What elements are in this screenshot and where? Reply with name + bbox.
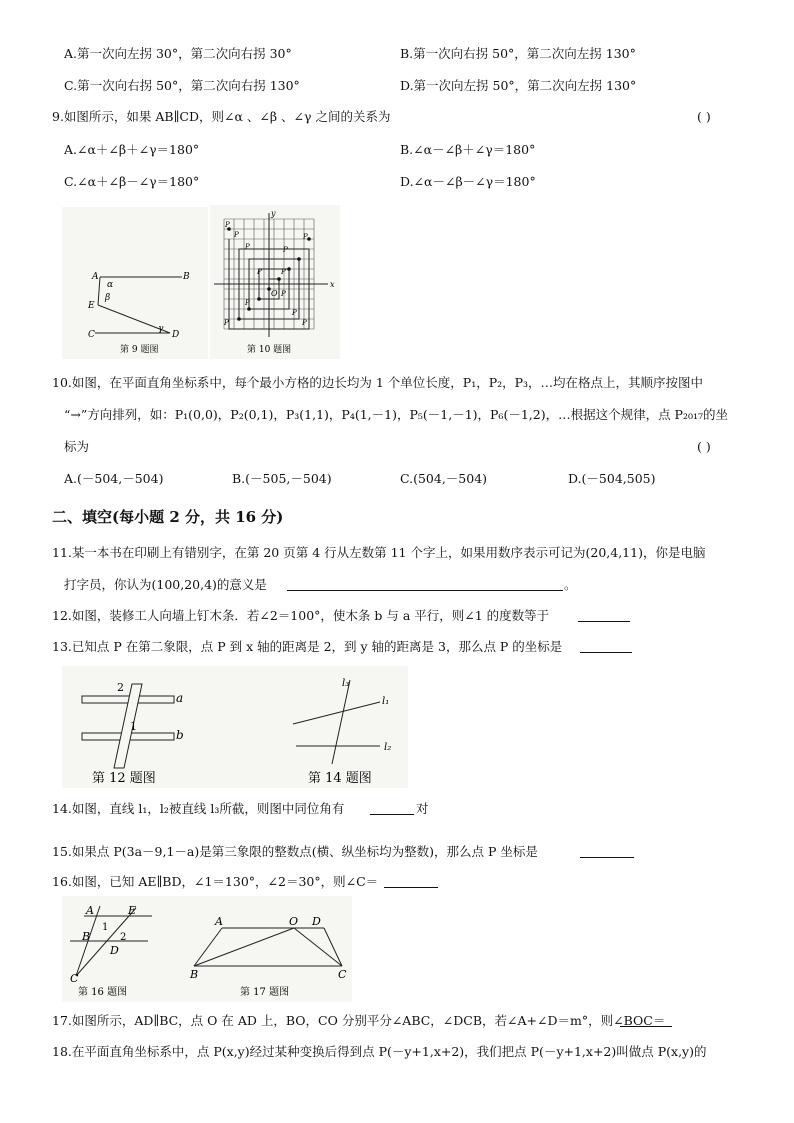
- q14-end: 对: [416, 801, 429, 816]
- fig16-label-d: D: [110, 944, 119, 957]
- q8-option-b: B.第一次向右拐 50°，第二次向左拐 130°: [400, 46, 636, 61]
- fig12-label-1: 1: [130, 720, 137, 733]
- fig17-label-c: C: [338, 968, 347, 981]
- q11-line1: 11.某一本书在印刷上有错别字，在第 20 页第 4 行从左数第 11 个字上，如果用数序表示可记为(20,4,11)，你是电脑: [52, 545, 706, 560]
- fig10-grid: [210, 205, 340, 359]
- fig16-label-1: 1: [102, 922, 109, 933]
- fig10-point-label: P: [292, 309, 297, 317]
- q8-option-a: A.第一次向左拐 30°，第二次向右拐 30°: [64, 46, 292, 61]
- q8-option-c: C.第一次向右拐 50°，第二次向右拐 130°: [64, 78, 300, 93]
- q16-answer-blank[interactable]: [384, 887, 438, 888]
- q10-option-a: A.(－504,－504): [64, 471, 164, 486]
- q10-line3: 标为: [64, 439, 90, 454]
- q11-end: 。: [564, 577, 577, 592]
- fig17-label-d: D: [312, 915, 321, 928]
- fig10-label-x: x: [330, 280, 335, 289]
- q9-option-d: D.∠α－∠β－∠γ＝180°: [400, 174, 536, 189]
- fig9-caption: 第 9 题图: [120, 345, 159, 355]
- fig16-drawing: [70, 904, 152, 998]
- fig9-label-e: E: [88, 301, 95, 311]
- fig17-label-b: B: [190, 968, 199, 981]
- fig10-point-label: P: [245, 299, 250, 307]
- figure-12-14: [62, 666, 408, 788]
- q14-answer-blank[interactable]: [370, 814, 414, 815]
- q9-stem: 9.如图所示，如果 AB∥CD，则∠α 、∠β 、∠γ 之间的关系为: [52, 109, 391, 124]
- fig10-point-label: P: [281, 290, 286, 298]
- q10-answer-paren: ( ): [697, 439, 711, 454]
- fig10-point-label: P: [302, 319, 307, 327]
- q12-answer-blank[interactable]: [578, 621, 630, 622]
- fig16-caption: 第 16 题图: [78, 987, 128, 998]
- fig14-drawing: [293, 678, 391, 786]
- fig16-label-b: B: [82, 930, 91, 943]
- fig9-label-b: B: [183, 272, 190, 282]
- fig17-label-a: A: [215, 915, 223, 928]
- figure-16-17: [62, 896, 352, 1002]
- q17-answer-blank[interactable]: [620, 1026, 672, 1027]
- fig9-label-gamma: γ: [158, 324, 164, 334]
- fig10-label-origin: O: [271, 289, 278, 298]
- fig12-label-2: 2: [117, 681, 124, 694]
- q9-answer-paren: ( ): [697, 109, 711, 124]
- figure-10: [210, 205, 340, 359]
- fig9-label-c: C: [88, 330, 95, 340]
- fig14-caption: 第 14 题图: [308, 771, 372, 786]
- fig12-label-a: a: [176, 691, 184, 705]
- fig17-drawing: [189, 915, 347, 998]
- fig16-label-a: A: [86, 904, 94, 917]
- q10-line1: 10.如图，在平面直角坐标系中，每个最小方格的边长均为 1 个单位长度，P₁，P₂，P₃，…均在格点上，其顺序按图中: [52, 375, 704, 390]
- q10-option-c: C.(504,－504): [400, 471, 488, 486]
- q17-text: 17.如图所示，AD∥BC，点 O 在 AD 上，BO，CO 分别平分∠ABC，∠DCB，若∠A+∠D＝m°，则∠BOC＝: [52, 1013, 666, 1028]
- fig10-point-label: P: [281, 268, 286, 276]
- fig14-label-l3: l₃: [342, 678, 350, 689]
- q15-text: 15.如果点 P(3a－9,1－a)是第三象限的整数点(横、纵坐标均为整数)，那么点 P 坐标是: [52, 844, 538, 859]
- q9-option-c: C.∠α＋∠β－∠γ＝180°: [64, 174, 200, 189]
- fig14-label-l2: l₂: [384, 742, 392, 753]
- section-title: 二、填空(每小题 2 分，共 16 分): [52, 508, 284, 526]
- fig10-point-label: P: [245, 243, 250, 251]
- fig12-drawing: [82, 681, 184, 786]
- q11-answer-blank[interactable]: [287, 590, 563, 591]
- fig10-point-label: P: [225, 221, 230, 229]
- fig9-label-beta: β: [105, 293, 111, 303]
- q13-text: 13.已知点 P 在第二象限，点 P 到 x 轴的距离是 2，到 y 轴的距离是 3，那么点 P 的坐标是: [52, 639, 563, 654]
- fig10-point-label: P: [224, 319, 229, 327]
- q15-answer-blank[interactable]: [580, 857, 634, 858]
- q13-answer-blank[interactable]: [580, 652, 632, 653]
- q14-text: 14.如图，直线 l₁，l₂被直线 l₃所截，则图中同位角有: [52, 801, 345, 816]
- fig17-caption: 第 17 题图: [240, 987, 290, 998]
- q16-text: 16.如图，已知 AE∥BD，∠1＝130°，∠2＝30°，则∠C＝: [52, 874, 379, 889]
- q9-option-b: B.∠α－∠β＋∠γ＝180°: [400, 142, 536, 157]
- figure-9: [62, 207, 208, 359]
- fig10-point-label: P: [234, 231, 239, 239]
- q10-option-b: B.(－505,－504): [232, 471, 332, 486]
- q9-option-a: A.∠α＋∠β＋∠γ＝180°: [64, 142, 200, 157]
- q8-option-d: D.第一次向左拐 50°，第二次向左拐 130°: [400, 78, 637, 93]
- fig17-label-o: O: [289, 915, 299, 928]
- fig10-point-label: P: [257, 268, 262, 276]
- fig10-label-y: y: [271, 209, 276, 218]
- q11-line2: 打字员，你认为(100,20,4)的意义是: [64, 577, 267, 592]
- fig16-label-c: C: [70, 972, 79, 985]
- fig14-label-l1: l₁: [382, 696, 390, 707]
- fig12-caption: 第 12 题图: [92, 771, 156, 786]
- fig10-point-label: P: [303, 233, 308, 241]
- fig16-label-2: 2: [120, 932, 127, 943]
- q10-line2: “→”方向排列，如：P₁(0,0)，P₂(0,1)，P₃(1,1)，P₄(1,－1)，P₅(－1,－1)，P₆(－1,2)，…根据这个规律，点 P₂₀₁₇的坐: [64, 407, 729, 422]
- fig10-point-label: P: [283, 246, 288, 254]
- q10-option-d: D.(－504,505): [568, 471, 656, 486]
- q12-text: 12.如图，装修工人向墙上钉木条．若∠2＝100°，使木条 b 与 a 平行，则∠1 的度数等于: [52, 608, 550, 623]
- fig9-label-alpha: α: [107, 280, 114, 290]
- fig9-label-a: A: [92, 272, 99, 282]
- fig9-label-d: D: [172, 330, 180, 340]
- q18-text: 18.在平面直角坐标系中，点 P(x,y)经过某种变换后得到点 P(－y+1,x+2)，我们把点 P(－y+1,x+2)叫做点 P(x,y)的: [52, 1044, 707, 1059]
- fig12-label-b: b: [176, 728, 184, 742]
- fig10-caption: 第 10 题图: [247, 345, 292, 355]
- fig16-label-e: E: [128, 904, 137, 917]
